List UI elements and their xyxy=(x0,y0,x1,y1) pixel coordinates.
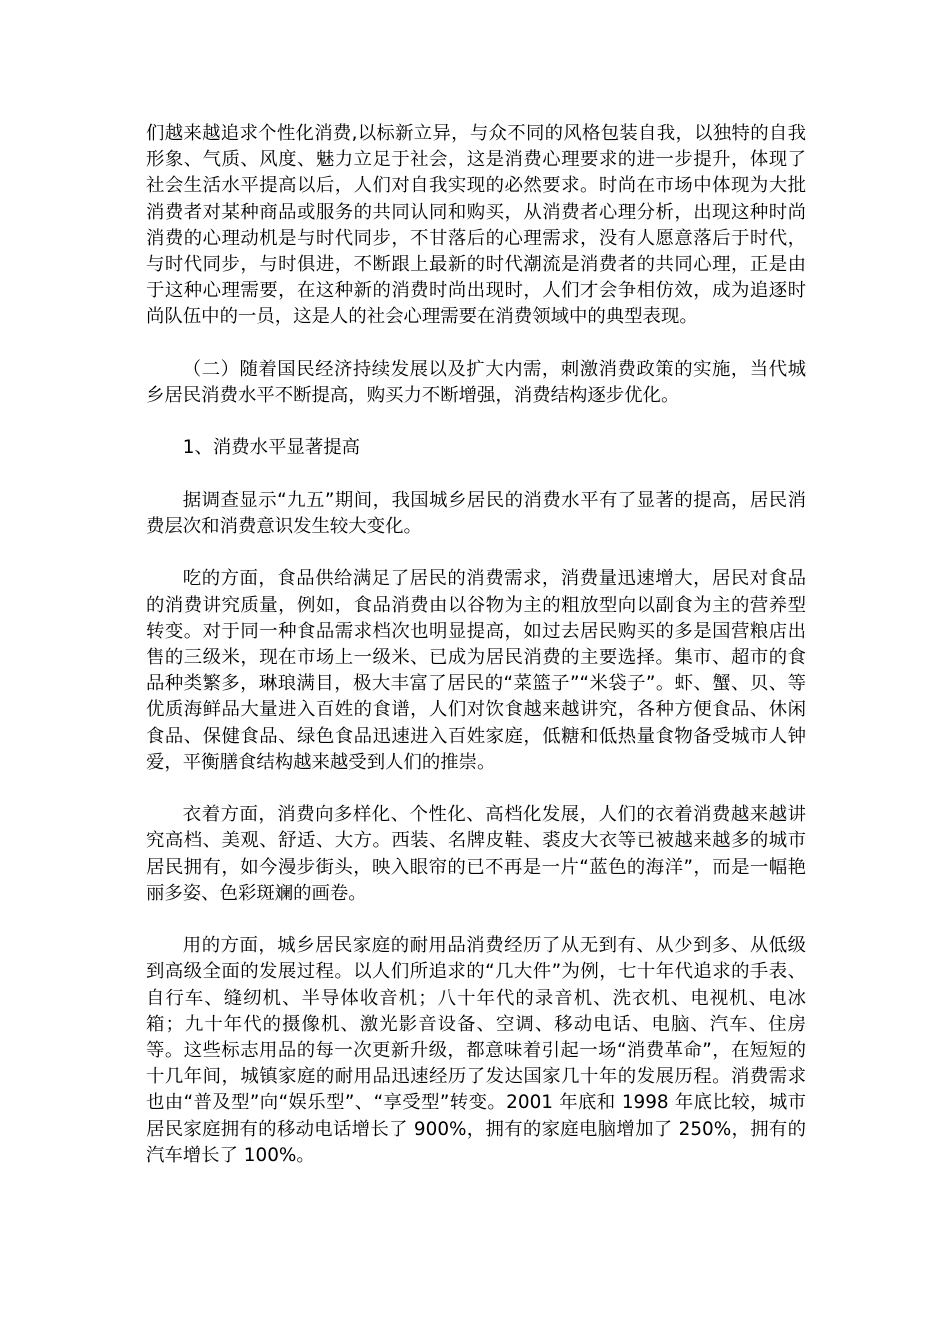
paragraph-food: 吃的方面，食品供给满足了居民的消费需求，消费量迅速增大，居民对食品的消费讲究质量，例如，食品消费由以谷物为主的粗放型向以副食为主的营养型转变。对于同一种食品需求档次也明显提高，如过去居民购买的多是国营粮店出售的三级米，现在市场上一级米、已成为居民消费的主要选择。集市、超市的食品种类繁多，琳琅满目，极大丰富了居民的“菜篮子”“米袋子”。虾、蟹、贝、等优质海鲜品大量进入百姓的食谱，人们对饮食越来越讲究，各种方便食品、休闲食品、保健食品、绿色食品迅速进入百姓家庭，低糖和低热量食物备受城市人钟爱，平衡膳食结构越来越受到人们的推崇。 xyxy=(146,568,806,773)
paragraph-clothing: 衣着方面，消费向多样化、个性化、高档化发展，人们的衣着消费越来越讲究高档、美观、舒适、大方。西装、名牌皮鞋、裘皮大衣等已被越来越多的城市居民拥有，如今漫步街头，映入眼帘的已不再是一片“蓝色的海洋”，而是一幅艳丽多姿、色彩斑斓的画卷。 xyxy=(146,804,806,904)
document-body xyxy=(146,121,806,1195)
subheading-consumption-level: 1、消费水平显著提高 xyxy=(182,437,361,459)
paragraph-section-two-intro: （二）随着国民经济持续发展以及扩大内需，刺激消费政策的实施，当代城乡居民消费水平不断提高，购买力不断增强，消费结构逐步优化。 xyxy=(146,358,806,407)
paragraph-durable-goods: 用的方面，城乡居民家庭的耐用品消费经历了从无到有、从少到多、从低级到高级全面的发展过程。以人们所追求的“几大件”为例，七十年代追求的手表、自行车、缝纫机、半导体收音机；八十年代的录音机、洗衣机、电视机、电冰箱；九十年代的摄像机、激光影音设备、空调、移动电话、电脑、汽车、住房等。这些标志用品的每一次更新升级，都意味着引起一场“消费革命”，在短短的十几年间，城镇家庭的耐用品迅速经历了发达国家几十年的发展历程。消费需求也由“普及型”向“娱乐型”、“享受型”转变。2001 年底和 1998 年底比较，城市居民家庭拥有的移动电话增长了 900%，拥有的家庭电脑增加了 250%，拥有的汽车增长了 100%。 xyxy=(146,935,806,1166)
paragraph-fashion-psychology: 们越来越追求个性化消费,以标新立异，与众不同的风格包装自我，以独特的自我形象、气质、风度、魅力立足于社会，这是消费心理要求的进一步提升，体现了社会生活水平提高以后，人们对自我实现的必然要求。时尚在市场中体现为大批消费者对某种商品或服务的共同认同和购买，从消费者心理分析，出现这种时尚消费的心理动机是与时代同步，不甘落后的心理需求，没有人愿意落后于时代，与时代同步，与时俱进，不断跟上最新的时代潮流是消费者的共同心理，正是由于这种心理需要，在这种新的消费时尚出现时，人们才会争相仿效，成为追逐时尚队伍中的一员，这是人的社会心理需要在消费领域中的典型表现。 xyxy=(146,123,806,328)
paragraph-survey: 据调查显示“九五”期间，我国城乡居民的消费水平有了显著的提高，居民消费层次和消费意识发生较大变化。 xyxy=(146,489,806,537)
